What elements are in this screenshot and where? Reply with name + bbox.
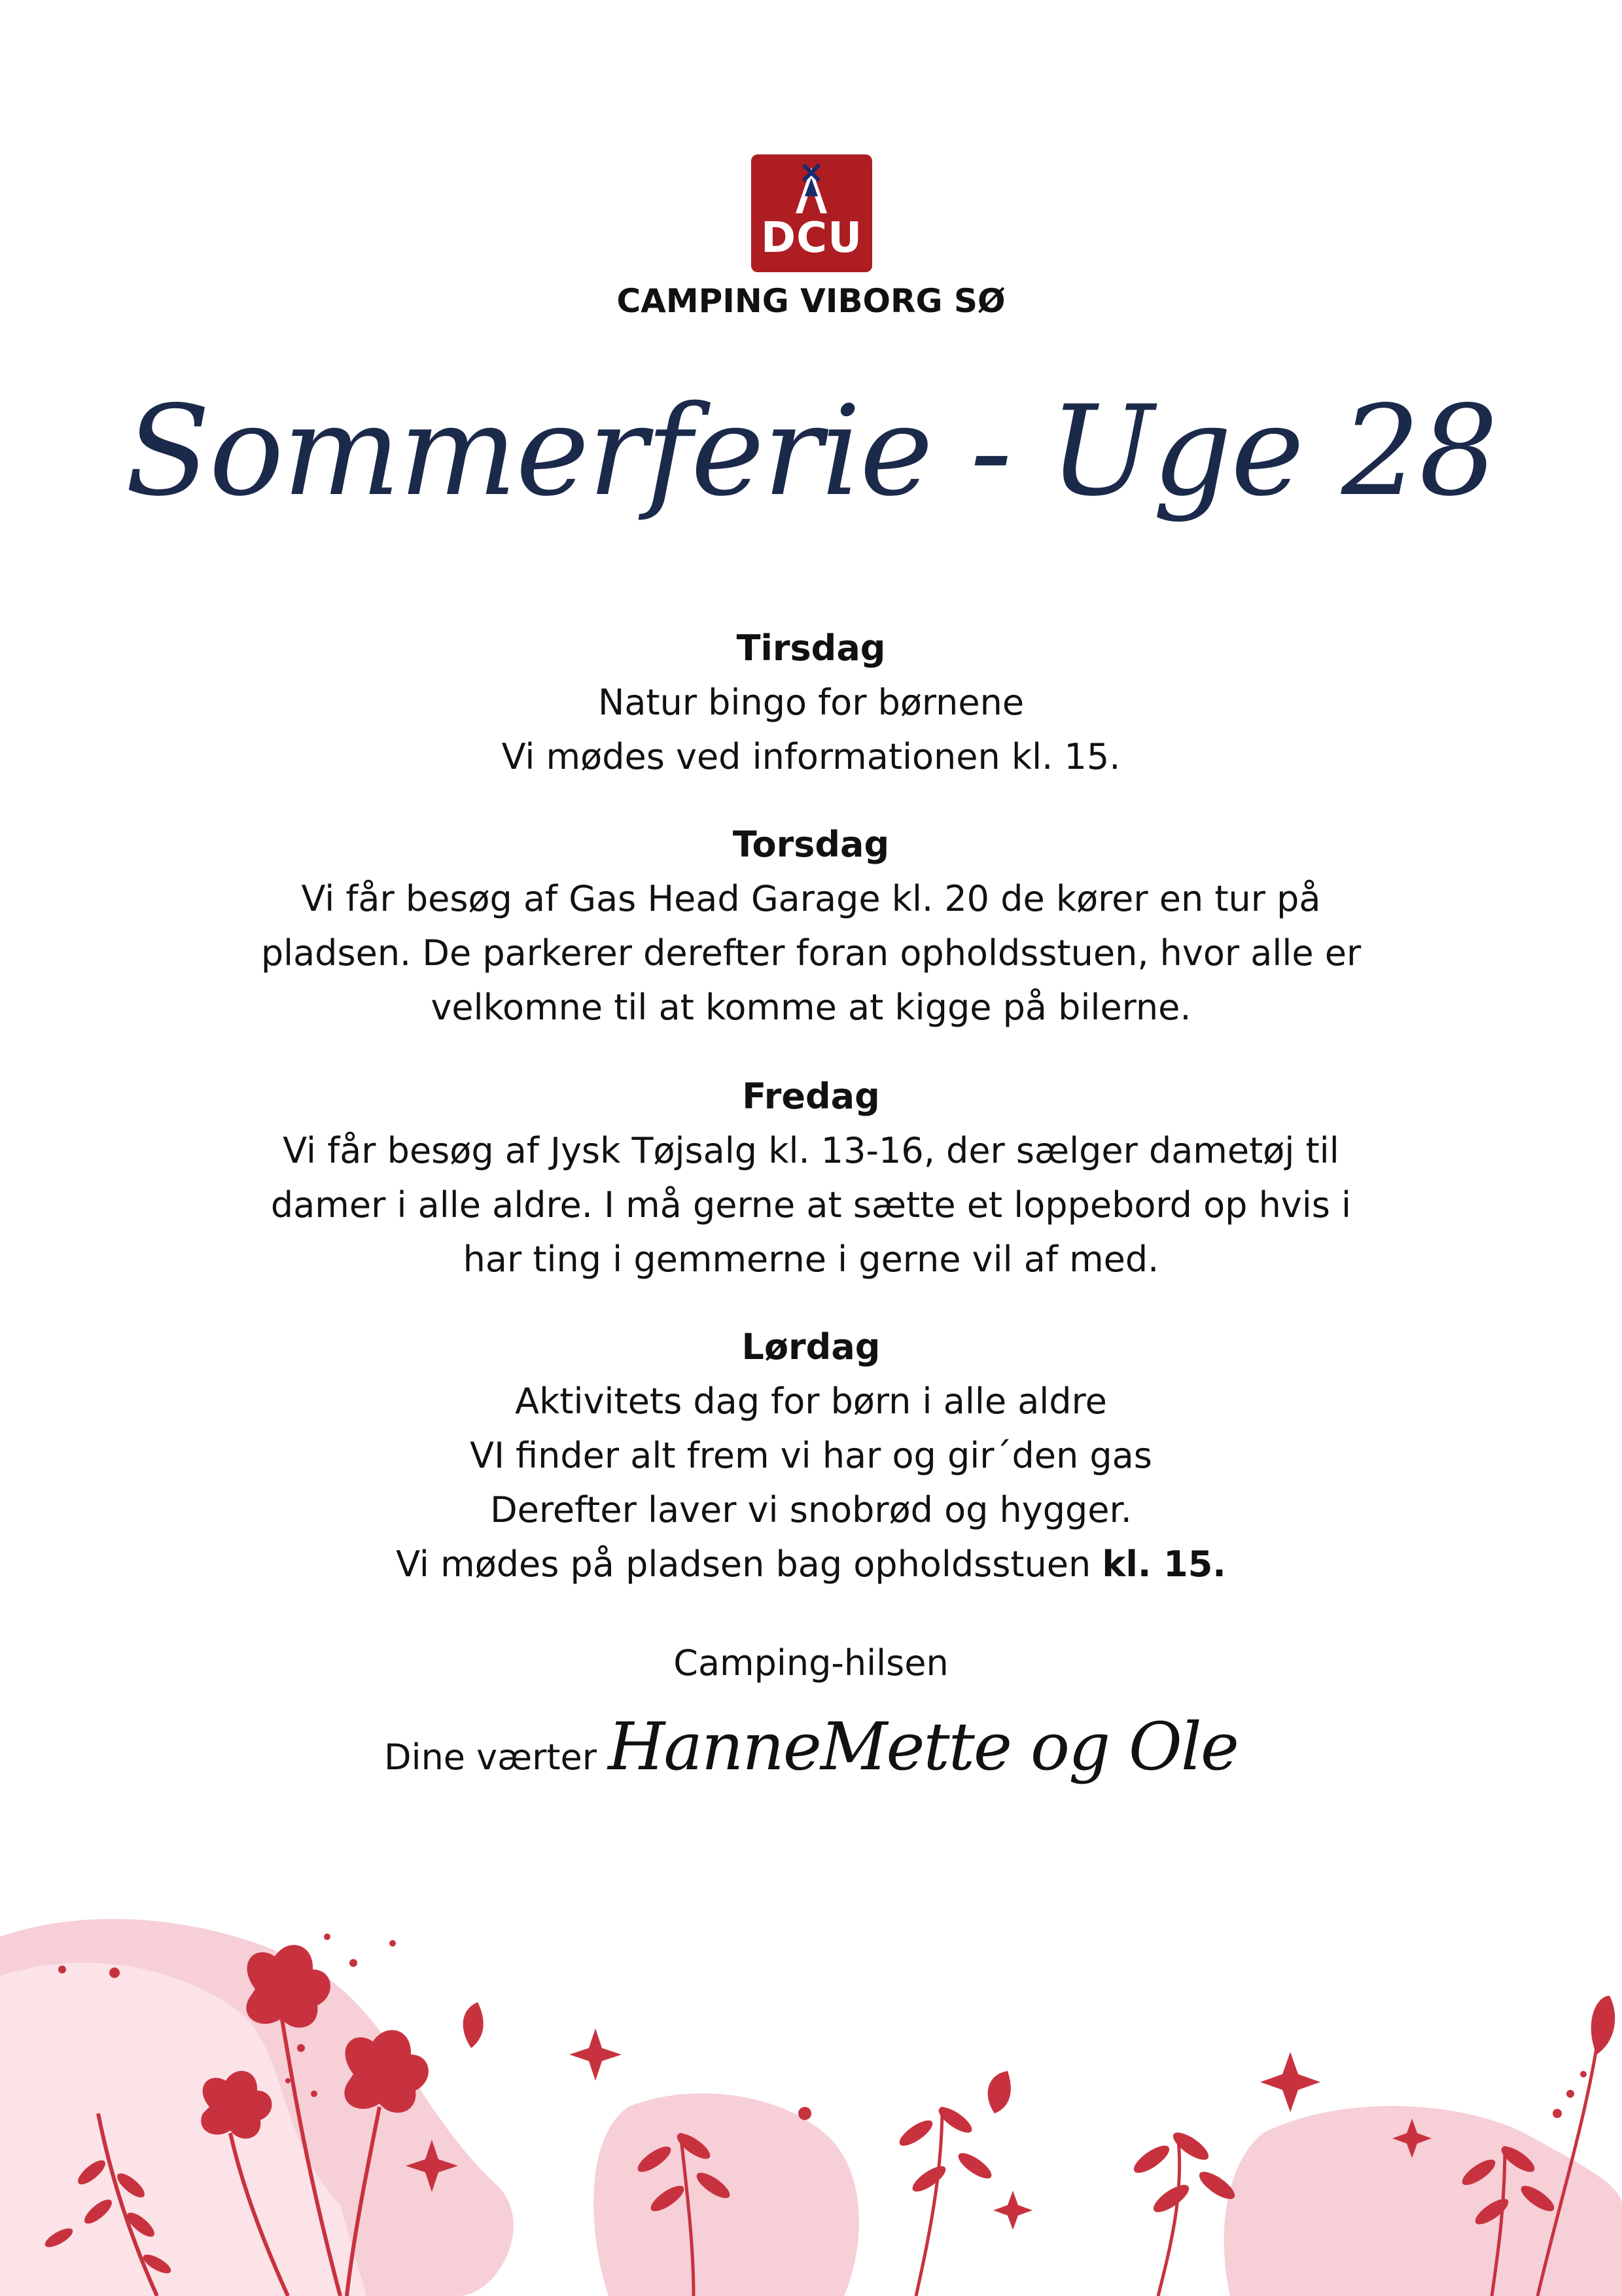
day-line: pladsen. De parkerer derefter foran opholdsstuen, hvor alle er [260,932,1362,974]
day-heading: Lørdag [741,1326,881,1368]
day-line: Vi får besøg af Gas Head Garage kl. 20 de kører en tur på [301,878,1321,919]
day-line: Vi mødes ved informationen kl. 15. [501,736,1121,777]
day-line-time: kl. 15. [1102,1544,1226,1585]
day-line [0,1537,1622,1591]
day-line-text: Vi mødes på pladsen bag opholdsstuen [396,1544,1091,1585]
day-line: damer i alle aldre. I må gerne at sætte et loppebord op hvis i [270,1184,1352,1226]
day-line: velkomne til at komme at kigge på bilerne. [431,987,1191,1028]
org-name: CAMPING VIBORG SØ [616,282,1006,320]
day-heading: Torsdag [732,824,890,865]
page-title: Sommerferie - Uge 28 [125,379,1497,523]
day-section-lordag [0,1320,1622,1591]
day-heading: Tirsdag [736,627,886,669]
day-section-tirsdag [0,622,1622,784]
dcu-logo [751,154,872,272]
day-line: VI finder alt frem vi har og gir´den gas [470,1435,1152,1476]
day-line: Aktivitets dag for børn i alle aldre [515,1381,1107,1422]
day-line: Natur bingo for børnene [597,682,1025,723]
hosts-row [0,1708,1622,1797]
floral-decoration [0,1898,1622,2296]
closing-greeting: Camping-hilsen [673,1642,949,1684]
logo-text: DCU [760,214,863,262]
day-line: har ting i gemmerne i gerne vil af med. [463,1239,1159,1280]
hosts-signature: HanneMette og Ole [608,1708,1239,1785]
day-heading: Fredag [742,1076,880,1117]
day-line: Vi får besøg af Jysk Tøjsalg kl. 13-16, der sælger dametøj til [283,1130,1339,1171]
day-section-torsdag [0,818,1622,1034]
day-line: Derefter laver vi snobrød og hygger. [490,1489,1132,1530]
hosts-prefix: Dine værter [383,1737,597,1778]
day-section-fredag [0,1070,1622,1286]
